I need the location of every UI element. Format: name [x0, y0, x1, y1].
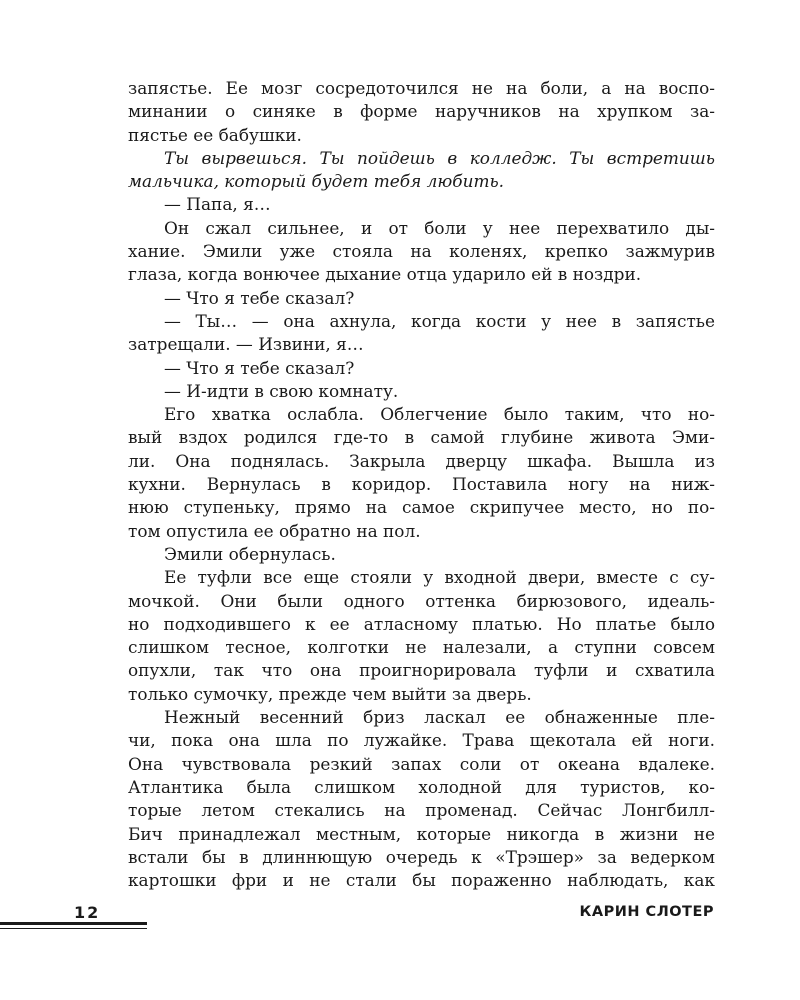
text-line: картошки фри и не стали бы пораженно наблюдать, как: [128, 870, 715, 891]
text-line: кухни. Вернулась в коридор. Поставила ногу на ниж-: [128, 474, 715, 495]
text-line: — Ты… — она ахнула, когда кости у нее в запястье: [164, 310, 715, 331]
text-line: затрещали. — Извини, я…: [128, 334, 364, 355]
text-line: Нежный весенний бриз ласкал ее обнаженные пле-: [164, 707, 715, 728]
text-line: чи, пока она шла по лужайке. Трава щекотала ей ноги.: [128, 730, 715, 751]
text-line: том опустила ее обратно на пол.: [128, 520, 421, 541]
text-line: — И-идти в свою комнату.: [164, 380, 399, 401]
text-line: но подходившего к ее атласному платью. Но платье было: [128, 613, 715, 634]
text-line: мочкой. Они были одного оттенка бирюзового, идеаль-: [128, 590, 715, 611]
text-line: только сумочку, прежде чем выйти за дверь.: [128, 683, 532, 704]
text-line: Бич принадлежал местным, которые никогда в жизни не: [128, 823, 715, 844]
text-line: торые летом стекались на променад. Сейчас Лонгбилл-: [128, 800, 715, 821]
text-line: запястье. Ее мозг сосредоточился не на боли, а на воспо-: [128, 78, 715, 98]
text-line: вый вздох родился где-то в самой глубине живота Эми-: [128, 427, 715, 448]
text-line: — Папа, я…: [164, 194, 271, 215]
text-line: — Что я тебе сказал?: [164, 287, 355, 308]
text-line: опухли, так что она проигнорировала туфли и схватила: [128, 660, 715, 681]
text-line: пястье ее бабушки.: [128, 124, 302, 145]
text-line: слишком тесное, колготки не налезали, а ступни совсем: [128, 637, 715, 658]
text-line: встали бы в длиннющую очередь к «Трэшер» за ведерком: [128, 846, 715, 867]
text-line: Ее туфли все еще стояли у входной двери, вместе с су-: [164, 567, 715, 588]
text-line: глаза, когда вонючее дыхание отца ударило ей в ноздри.: [128, 264, 642, 285]
footer-rule-thin: [0, 928, 147, 929]
text-line: Ты вырвешься. Ты пойдешь в колледж. Ты встретишь: [164, 147, 715, 168]
text-line: Он сжал сильнее, и от боли у нее перехватило ды-: [164, 217, 715, 238]
text-line: нюю ступеньку, прямо на самое скрипучее место, но по-: [128, 497, 715, 518]
text-line: хание. Эмили уже стояла на коленях, крепко зажмурив: [128, 241, 715, 262]
text-line: минании о синяке в форме наручников на хрупком за-: [128, 101, 715, 122]
page-footer: [0, 900, 800, 940]
text-line: — Что я тебе сказал?: [164, 357, 355, 378]
footer-rule-thick: [0, 922, 147, 925]
page-number: 12: [74, 903, 101, 922]
text-line: Она чувствовала резкий запах соли от океана вдалеке.: [128, 753, 715, 774]
text-line: ли. Она поднялась. Закрыла дверцу шкафа. Вышла из: [128, 450, 715, 471]
text-line: Эмили обернулась.: [164, 543, 336, 564]
text-line: мальчика, который будет тебя любить.: [128, 171, 505, 192]
text-line: Его хватка ослабла. Облегчение было таким, что но-: [164, 404, 715, 425]
body-text: [128, 77, 715, 892]
running-head-author: КАРИН СЛОТЕР: [579, 904, 714, 920]
text-line: Атлантика была слишком холодной для туристов, ко-: [128, 776, 715, 797]
